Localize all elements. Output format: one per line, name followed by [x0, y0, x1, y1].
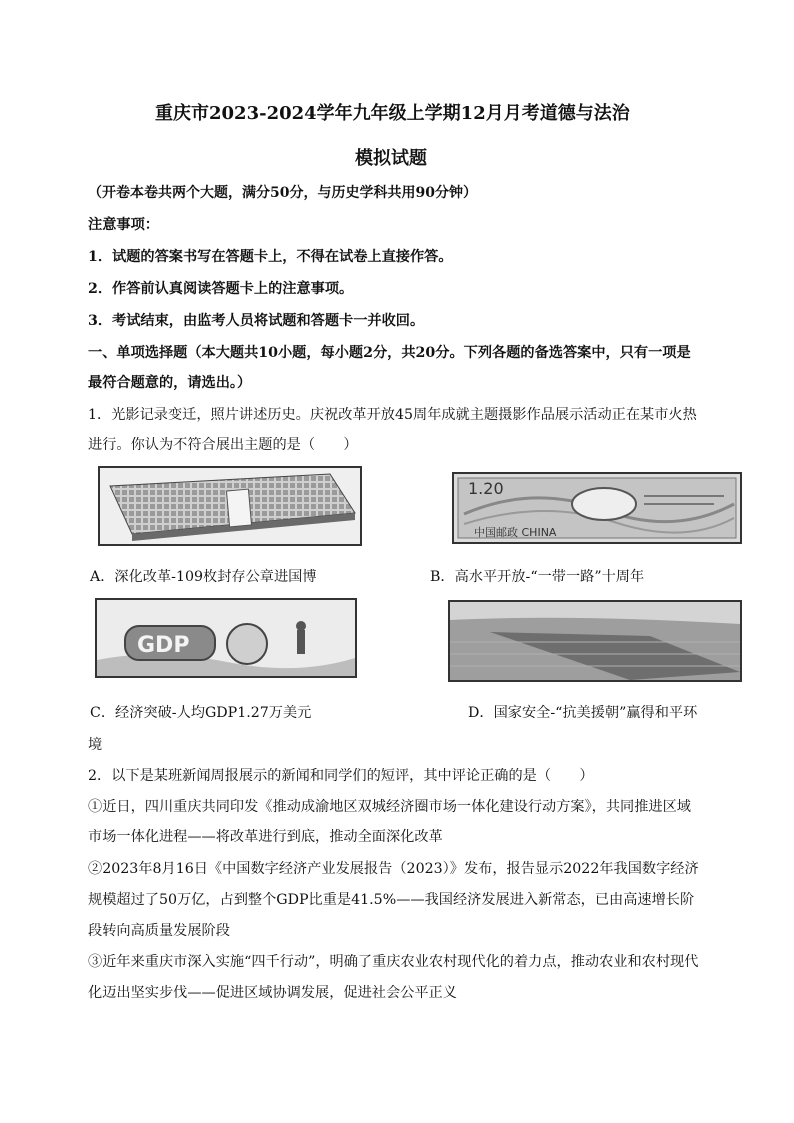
- option-a: A．深化改革-109枚封存公章进国博: [90, 569, 317, 585]
- option-c: C．经济突破-人均GDP1.27万美元: [90, 705, 312, 721]
- section-heading: 一、单项选择题（本大题共10小题，每小题2分，共20分。下列各题的备选答案中，只有一项是: [88, 345, 691, 361]
- option-c-photo: [95, 598, 357, 678]
- question-2-item-3-cont: 化迈出坚实步伐——促进区域协调发展，促进社会公平正义: [88, 985, 457, 1001]
- note-item-1: 1．试题的答案书写在答题卡上，不得在试卷上直接作答。: [88, 249, 453, 265]
- section-heading-cont: 最符合题意的，请选出。）: [88, 375, 252, 391]
- question-2-stem: 2．以下是某班新闻周报展示的新闻和同学们的短评，其中评论正确的是（ ）: [88, 768, 594, 784]
- question-2-item-2-cont2: 段转向高质量发展阶段: [88, 923, 230, 939]
- gdp-text: GDP: [137, 633, 190, 658]
- notes-heading: 注意事项：: [88, 217, 159, 233]
- exam-info: （开卷本卷共两个大题，满分50分，与历史学科共用90分钟）: [88, 185, 477, 201]
- option-a-photo: [98, 466, 362, 546]
- option-d-photo: [448, 600, 742, 682]
- option-d-cont: 境: [88, 737, 103, 753]
- question-1-stem-cont: 进行。你认为不符合展出主题的是（ ）: [88, 437, 358, 453]
- question-2-item-2: ②2023年8月16日《中国数字经济产业发展报告（2023）》发布，报告显示2022年我国数字经济: [88, 861, 699, 877]
- question-2-item-1: ①近日，四川重庆共同印发《推动成渝地区双城经济圈市场一体化建设行动方案》，共同推进区域: [88, 799, 691, 815]
- option-d: D．国家安全-“抗美援朝”赢得和平环: [468, 705, 698, 721]
- document-subtitle: 模拟试题: [355, 148, 427, 169]
- question-2-item-2-cont: 规模超过了50万亿，占到整个GDP比重是41.5%——我国经济发展进入新常态，已由高速增长阶: [88, 892, 695, 908]
- stamp-value-text: 1.20: [468, 479, 504, 498]
- question-2-item-3: ③近年来重庆市深入实施“四千行动”，明确了重庆农业农村现代化的着力点，推动农业和农村现代: [88, 954, 699, 970]
- note-item-2: 2．作答前认真阅读答题卡上的注意事项。: [88, 281, 354, 297]
- option-b-photo: [452, 472, 742, 544]
- question-2-item-1-cont: 市场一体化进程——将改革进行到底，推动全面深化改革: [88, 829, 443, 845]
- question-1-stem: 1．光影记录变迁，照片讲述历史。庆祝改革开放45周年成就主题摄影作品展示活动正在某市火热: [88, 407, 697, 423]
- stamp-issuer-text: 中国邮政 CHINA: [474, 526, 557, 539]
- option-b: B．高水平开放-“一带一路”十周年: [430, 569, 645, 585]
- document-title: 重庆市2023-2024学年九年级上学期12月月考道德与法治: [155, 103, 630, 124]
- note-item-3: 3．考试结束，由监考人员将试题和答题卡一并收回。: [88, 313, 425, 329]
